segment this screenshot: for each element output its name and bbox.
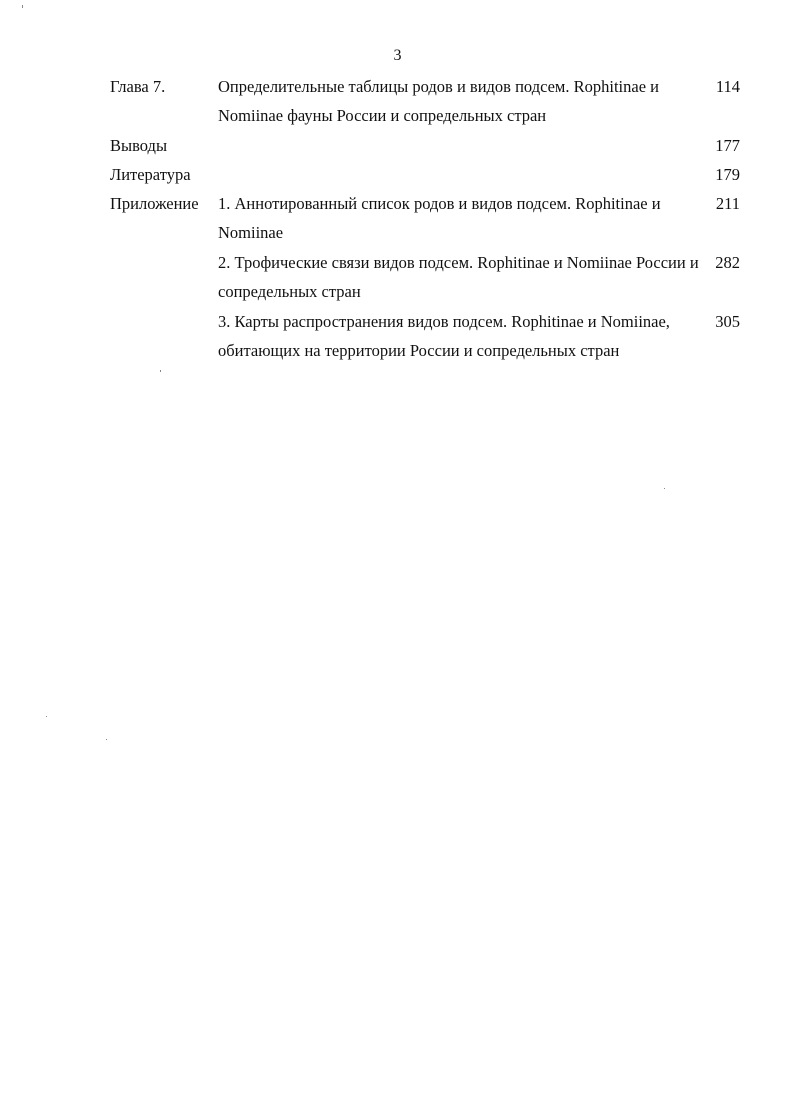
toc-entry-label: Литература xyxy=(110,165,191,184)
toc-entry-title: 3. Карты распространения видов подсем. Rophitinae и Nomiinae, обитающих на территории России и сопредельных стран xyxy=(218,312,670,360)
toc-entry-page: 177 xyxy=(715,136,740,155)
toc-entry-page: 211 xyxy=(715,194,740,213)
scan-speck xyxy=(664,488,665,489)
page-number: 3 xyxy=(393,47,402,64)
scan-speck xyxy=(22,5,23,8)
toc-entry-title: Определительные таблицы родов и видов подсем. Rophitinae и Nomiinae фауны России и сопредельных стран xyxy=(218,77,659,125)
toc-entry-page: 179 xyxy=(715,165,740,184)
scan-speck xyxy=(46,716,47,717)
scan-speck xyxy=(160,370,161,372)
toc-entry-page: 114 xyxy=(715,77,740,96)
scan-speck xyxy=(106,739,107,740)
toc-entry-label: Глава 7. xyxy=(110,77,166,96)
toc-entry-title: 2. Трофические связи видов подсем. Rophitinae и Nomiinae России и сопредельных стран xyxy=(218,253,699,301)
toc-entry-title: 1. Аннотированный список родов и видов подсем. Rophitinae и Nomiinae xyxy=(218,194,661,242)
toc-entry-label: Выводы xyxy=(110,136,168,155)
toc-entry-page: 282 xyxy=(715,253,740,272)
toc-entry-page: 305 xyxy=(715,312,740,331)
toc-entry-label: Приложение xyxy=(110,194,199,213)
